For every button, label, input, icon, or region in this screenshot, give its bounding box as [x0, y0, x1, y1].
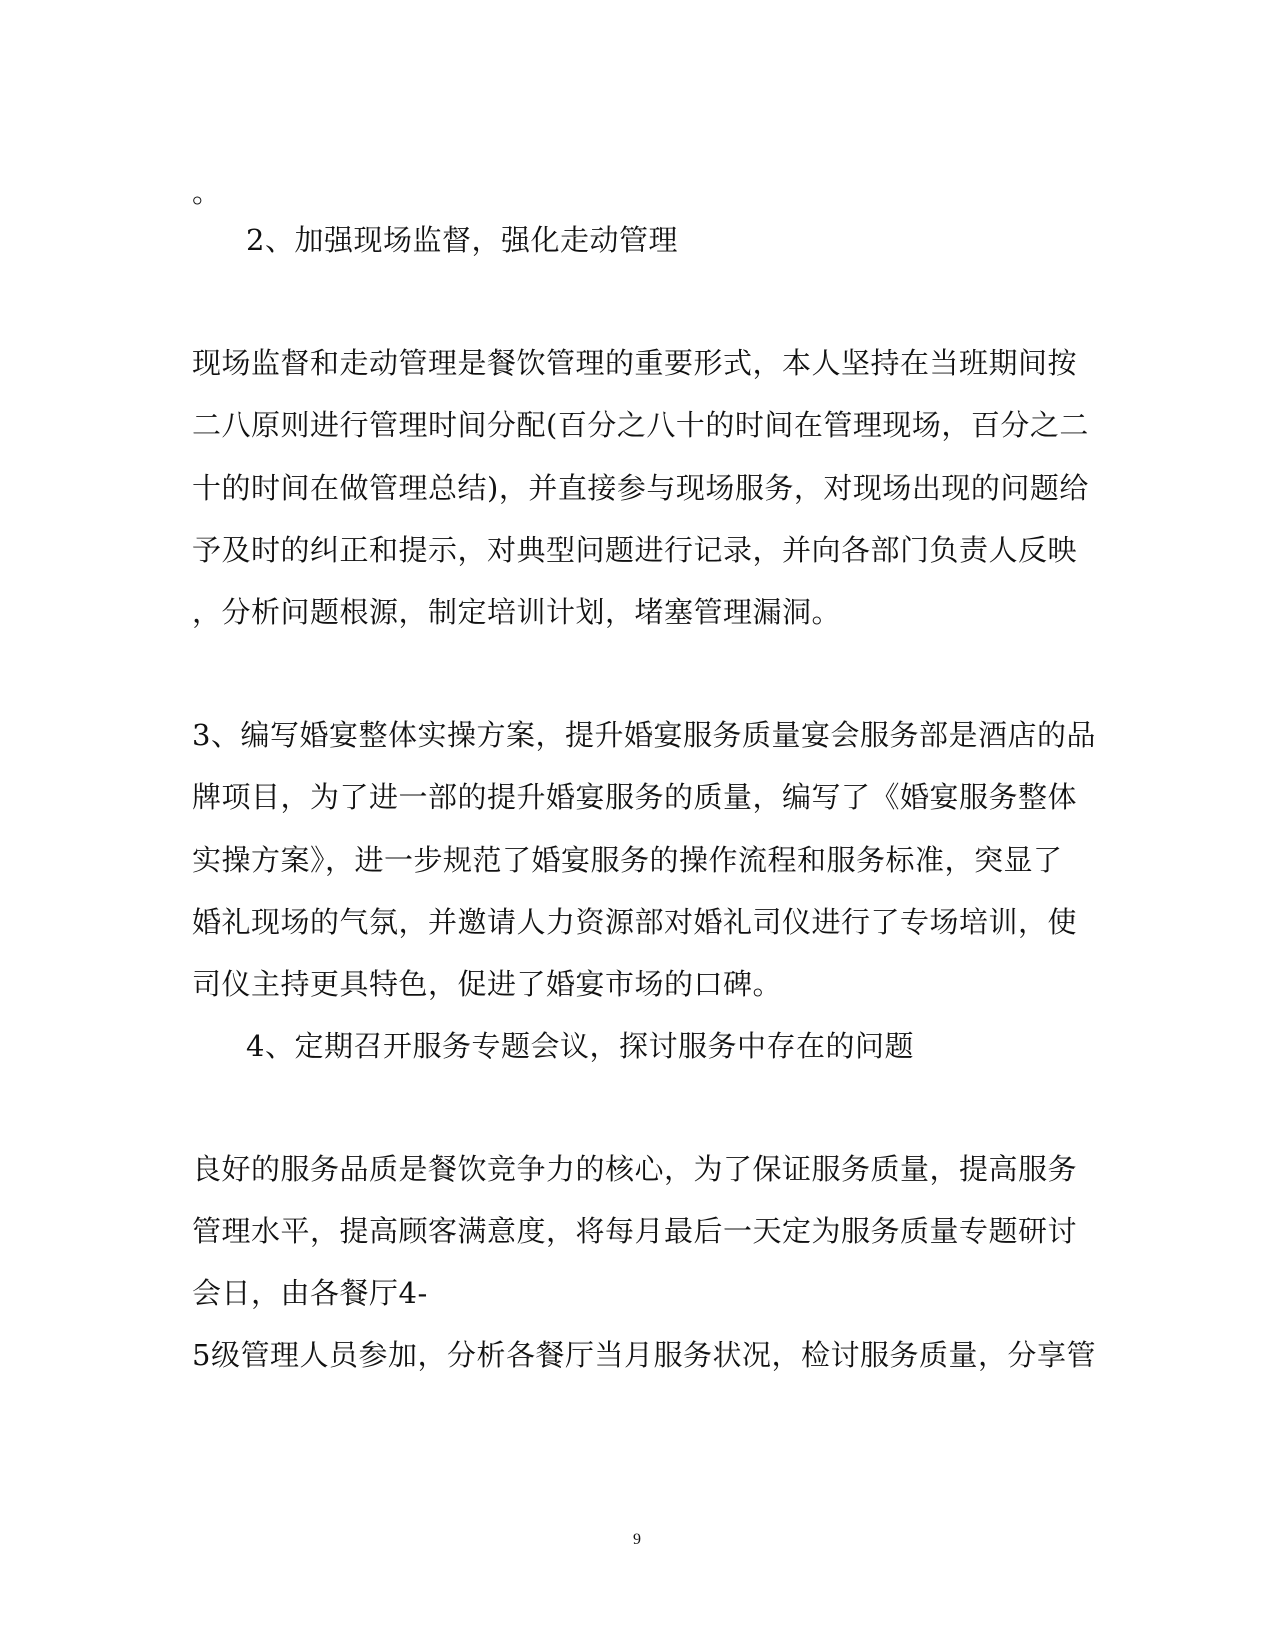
- text-line: 良好的服务品质是餐饮竞争力的核心，为了保证服务质量，提高服务: [192, 1152, 1078, 1186]
- text-line: 牌项目，为了进一部的提升婚宴服务的质量，编写了《婚宴服务整体: [192, 780, 1078, 814]
- text-line: 现场监督和走动管理是餐饮管理的重要形式，本人坚持在当班期间按: [192, 346, 1078, 380]
- text-line: 会日，由各餐厅4-: [192, 1276, 428, 1310]
- text-line: 司仪主持更具特色，促进了婚宴市场的口碑。: [192, 967, 783, 1001]
- section-heading: 2、加强现场监督，强化走动管理: [246, 223, 678, 257]
- page-number: 9: [633, 1531, 641, 1548]
- text-line: 5级管理人员参加，分析各餐厅当月服务状况，检讨服务质量，分享管: [192, 1338, 1096, 1372]
- text-line: 管理水平，提高顾客满意度，将每月最后一天定为服务质量专题研讨: [192, 1214, 1078, 1248]
- text-line: 予及时的纠正和提示，对典型问题进行记录，并向各部门负责人反映: [192, 533, 1078, 567]
- section-heading: 4、定期召开服务专题会议，探讨服务中存在的问题: [246, 1029, 914, 1063]
- text-line: 。: [192, 175, 222, 209]
- text-line: 婚礼现场的气氛，并邀请人力资源部对婚礼司仪进行了专场培训，使: [192, 905, 1078, 939]
- text-line: 十的时间在做管理总结)，并直接参与现场服务，对现场出现的问题给: [192, 471, 1089, 505]
- text-line: 二八原则进行管理时间分配(百分之八十的时间在管理现场，百分之二: [192, 408, 1089, 442]
- section-heading: 3、编写婚宴整体实操方案，提升婚宴服务质量宴会服务部是酒店的品: [192, 718, 1096, 752]
- text-line: ，分析问题根源，制定培训计划，堵塞管理漏洞。: [192, 595, 842, 629]
- text-line: 实操方案》，进一步规范了婚宴服务的操作流程和服务标准，突显了: [192, 843, 1063, 877]
